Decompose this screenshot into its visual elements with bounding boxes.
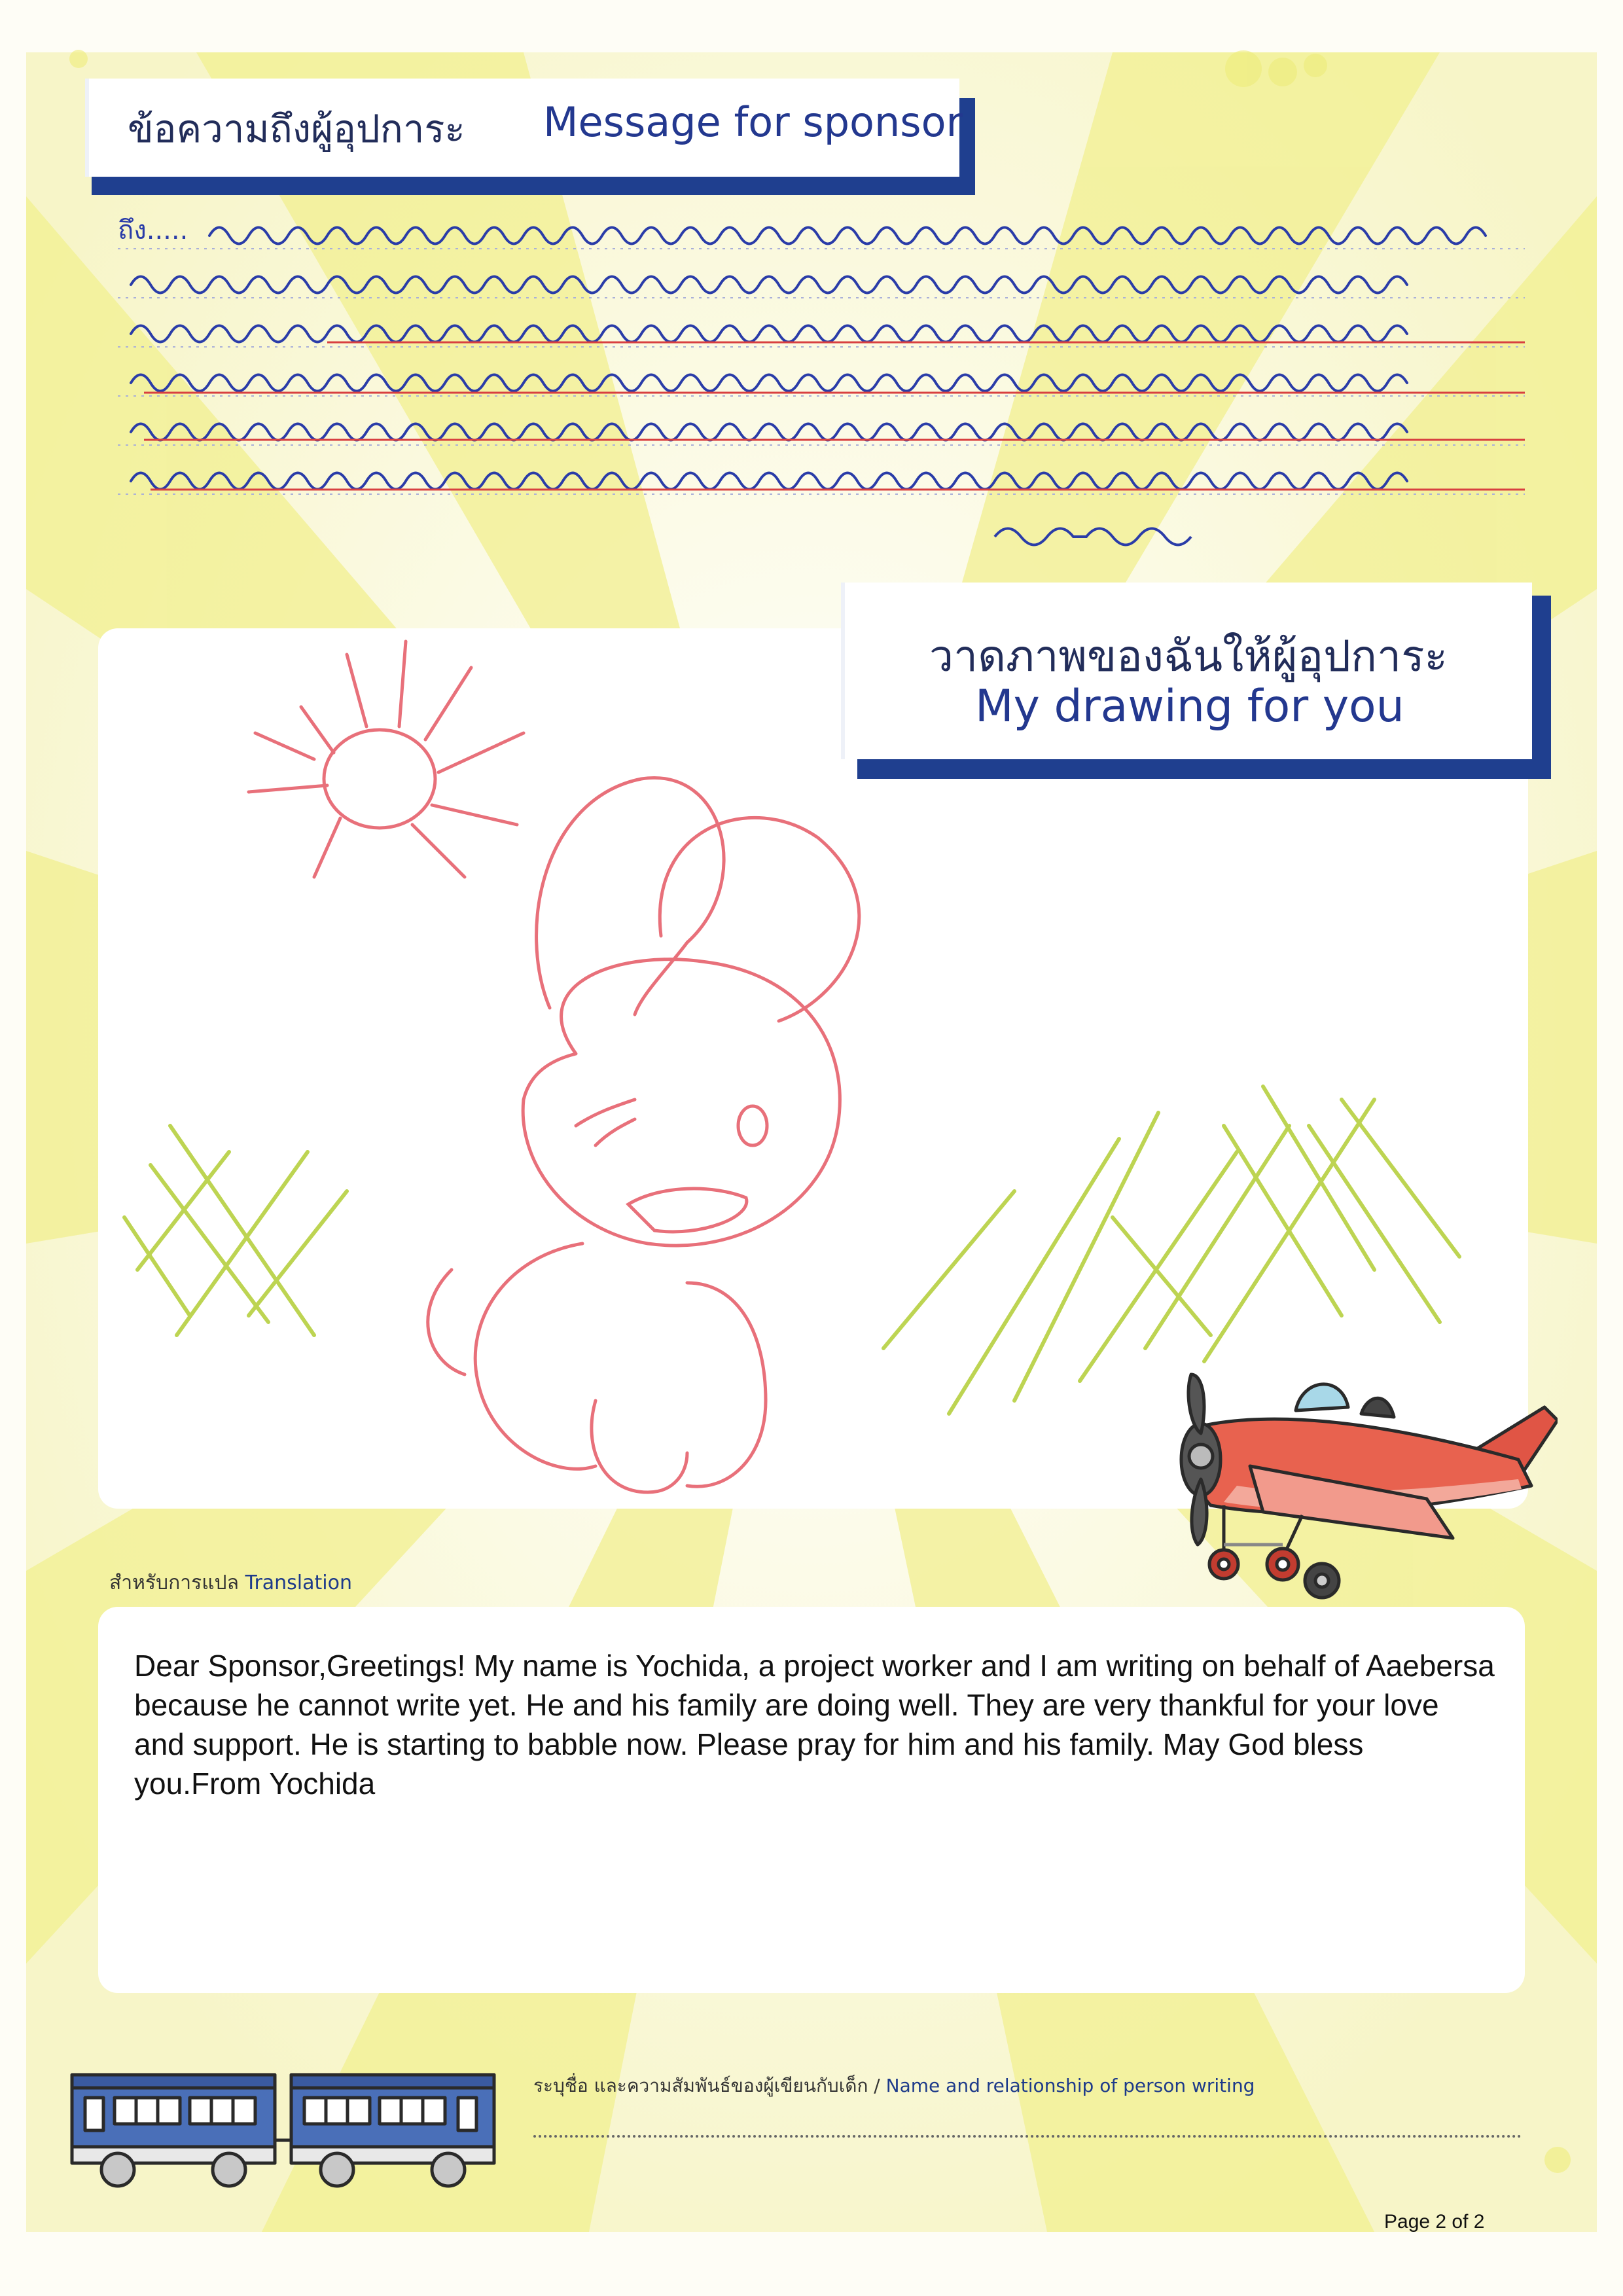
message-title-thai: ข้อความถึงผู้อุปการะ xyxy=(128,107,465,151)
handwritten-message xyxy=(118,209,1590,576)
translation-label xyxy=(109,1568,352,1598)
bunny-drawing xyxy=(428,778,859,1492)
handwriting-prefix: ถึง..... xyxy=(118,215,188,245)
sun-drawing xyxy=(249,641,524,877)
train-illustration xyxy=(69,2062,507,2193)
message-title-english: Message for sponsor xyxy=(543,98,963,146)
translation-text: Dear Sponsor,Greetings! My name is Yochida, a project worker and I am writing on behalf of Aaebersa because he cannot write yet. He and his family are doing well. They are very thankful for your love and support. He is starting to babble now. Please pray for him and his family. May God bless you.From Yochida xyxy=(134,1649,1495,1801)
writer-label-thai: ระบุชื่อ และความสัมพันธ์ของผู้เขียนกับเด็ก / xyxy=(533,2075,880,2096)
writer-label-english: Name and relationship of person writing xyxy=(885,2075,1255,2096)
writer-signature-line xyxy=(533,2135,1522,2138)
airplane-illustration xyxy=(1152,1348,1558,1610)
drawing-title-english: My drawing for you xyxy=(975,681,1404,732)
writer-label xyxy=(533,2072,1255,2100)
translation-label-english: Translation xyxy=(245,1571,352,1594)
page-number: Page 2 of 2 xyxy=(1384,2211,1485,2233)
drawing-title-thai: วาดภาพของฉันให้ผู้อุปการะ xyxy=(929,631,1448,681)
translation-label-thai: สำหรับการแปล xyxy=(109,1571,239,1594)
